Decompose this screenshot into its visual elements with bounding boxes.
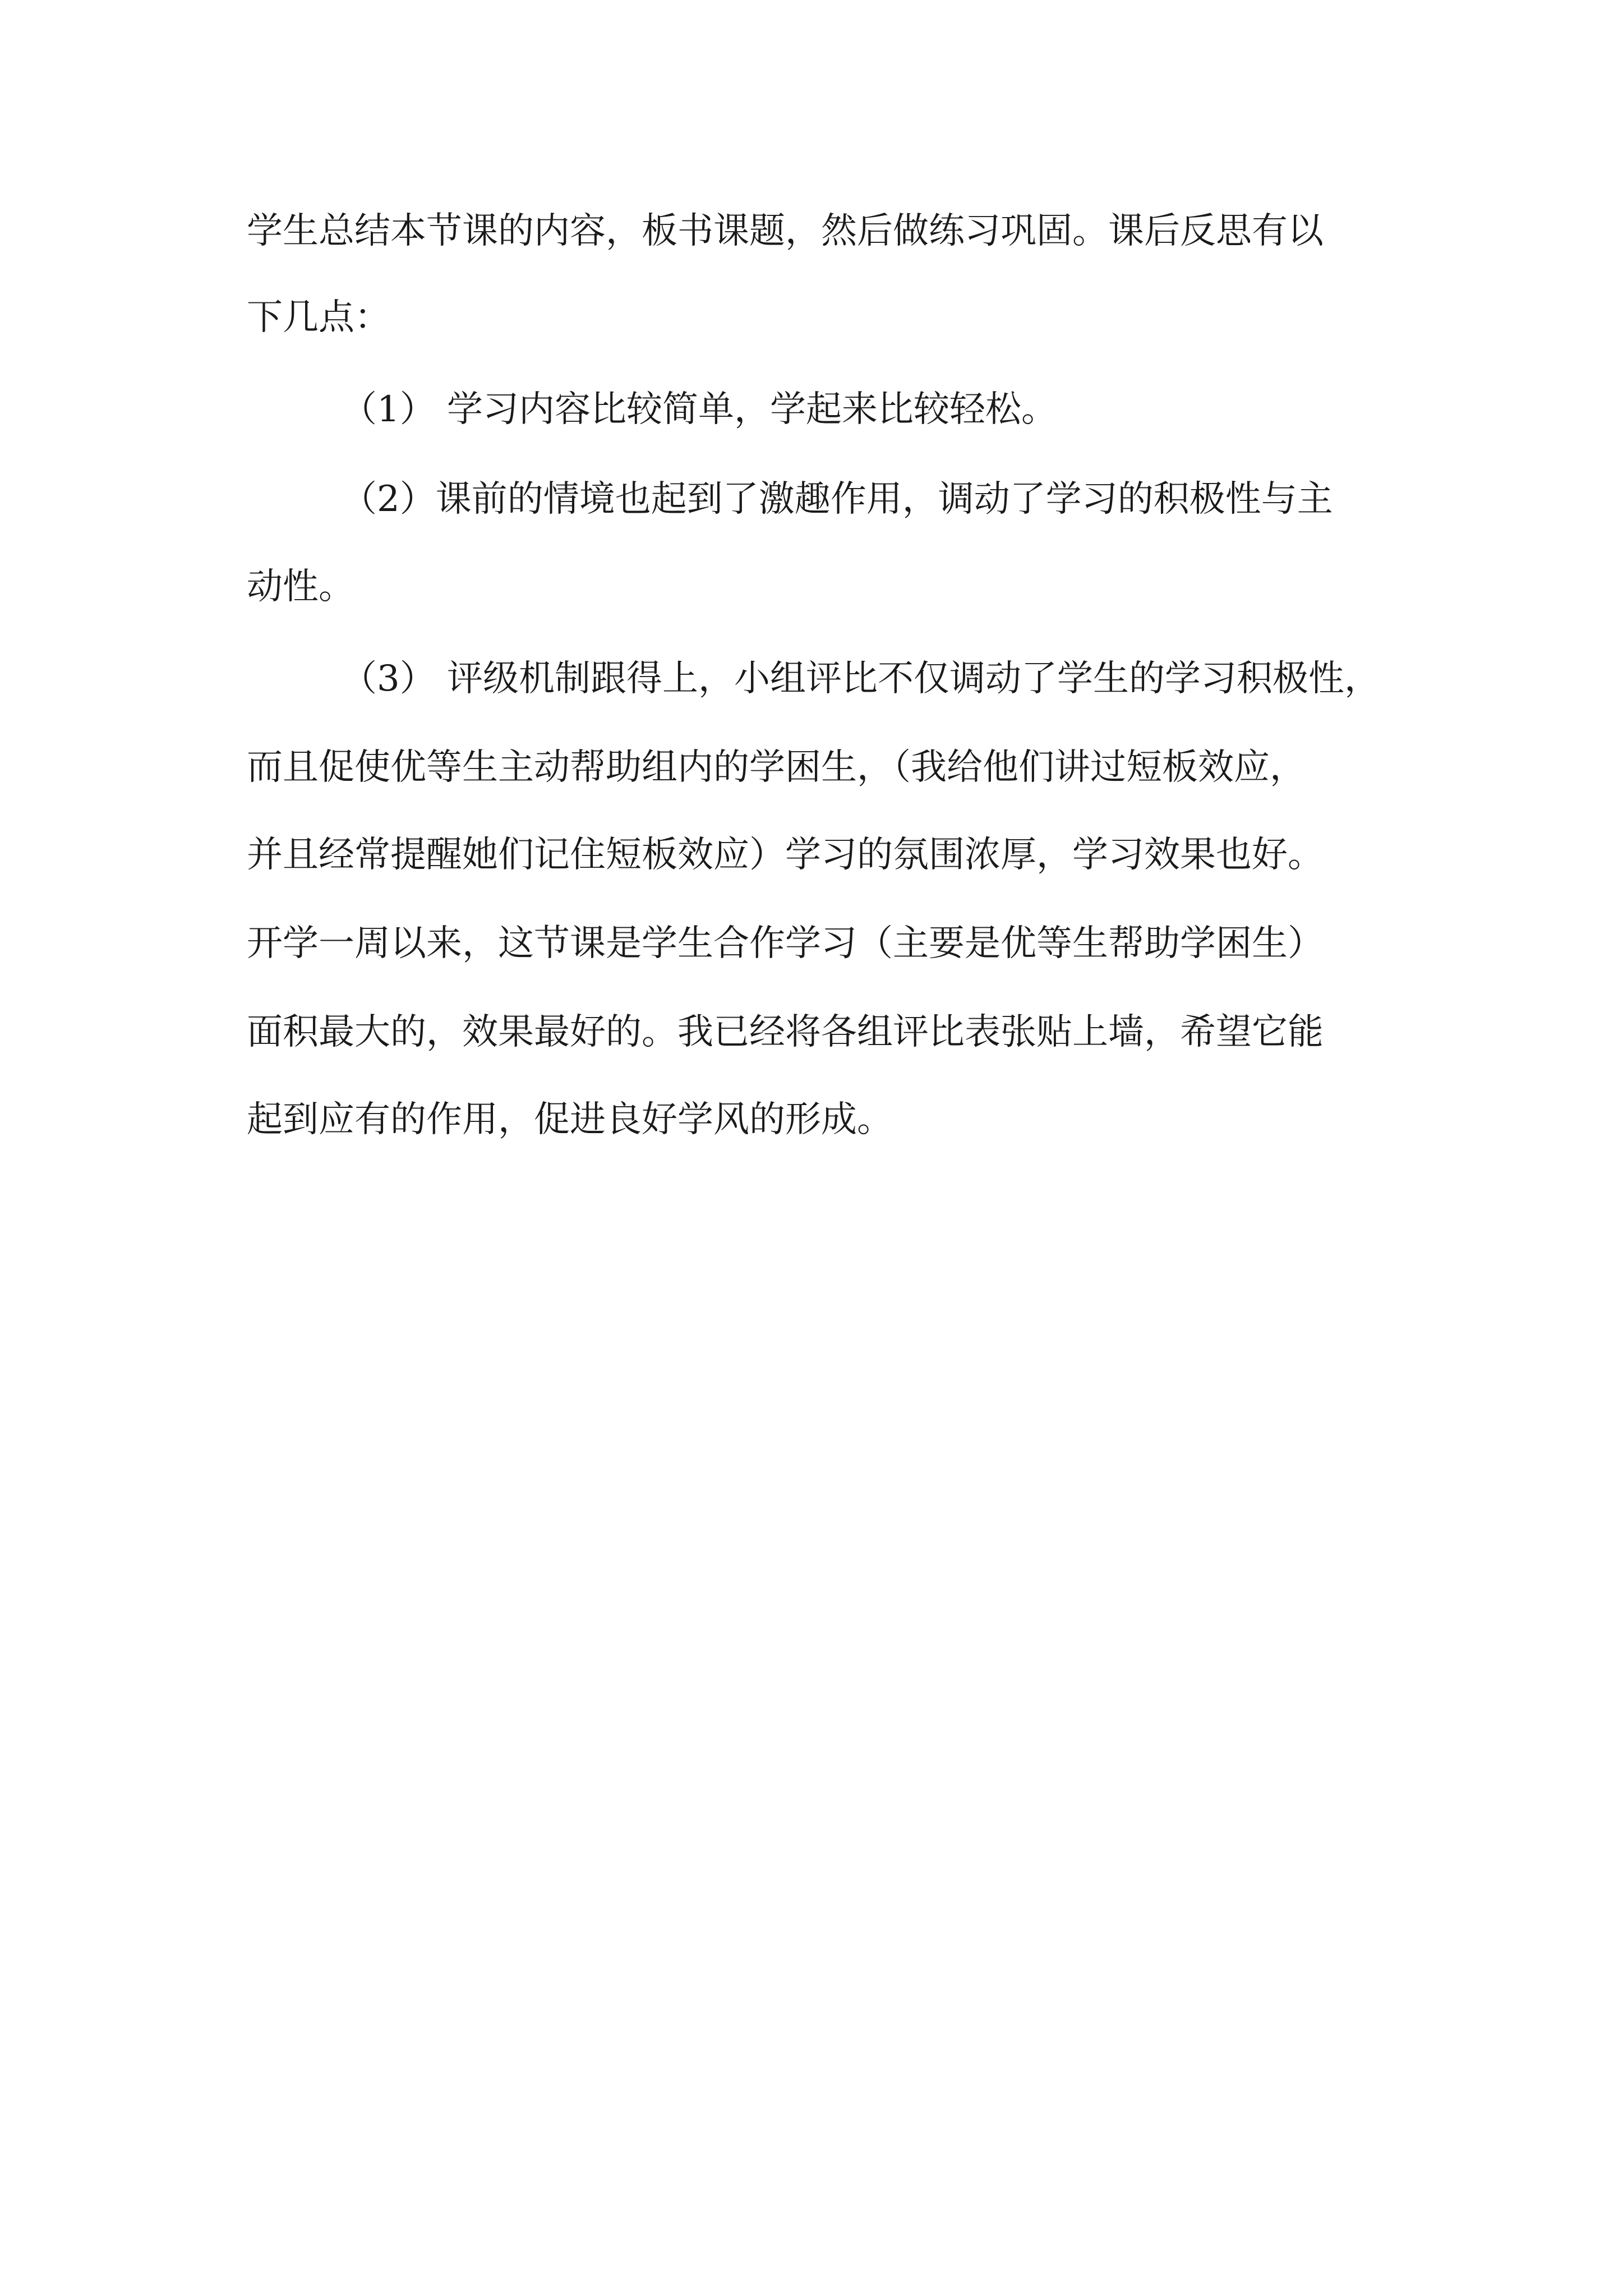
- text-line: 面积最大的，效果最好的。我已经将各组评比表张贴上墙，希望它能: [247, 1011, 1324, 1053]
- text-line: 而且促使优等生主动帮助组内的学困生，（我给他们讲过短板效应，: [247, 747, 1306, 788]
- text-line: 下几点：: [247, 297, 390, 338]
- list-item-1: （1） 学习内容比较简单，学起来比较轻松。: [341, 389, 1058, 430]
- text-line: 并且经常提醒她们记住短板效应）学习的氛围浓厚，学习效果也好。: [247, 834, 1324, 876]
- list-item-3: （3） 评级机制跟得上，小组评比不仅调动了学生的学习积极性，: [341, 658, 1381, 700]
- text-line: 开学一周以来，这节课是学生合作学习（主要是优等生帮助学困生）: [247, 923, 1324, 964]
- text-line: 起到应有的作用，促进良好学风的形成。: [247, 1099, 893, 1140]
- text-line: 学生总结本节课的内容，板书课题，然后做练习巩固。课后反思有以: [247, 210, 1324, 252]
- text-line: 动性。: [247, 566, 354, 608]
- list-item-2: （2）课前的情境也起到了激趣作用，调动了学习的积极性与主: [341, 478, 1333, 520]
